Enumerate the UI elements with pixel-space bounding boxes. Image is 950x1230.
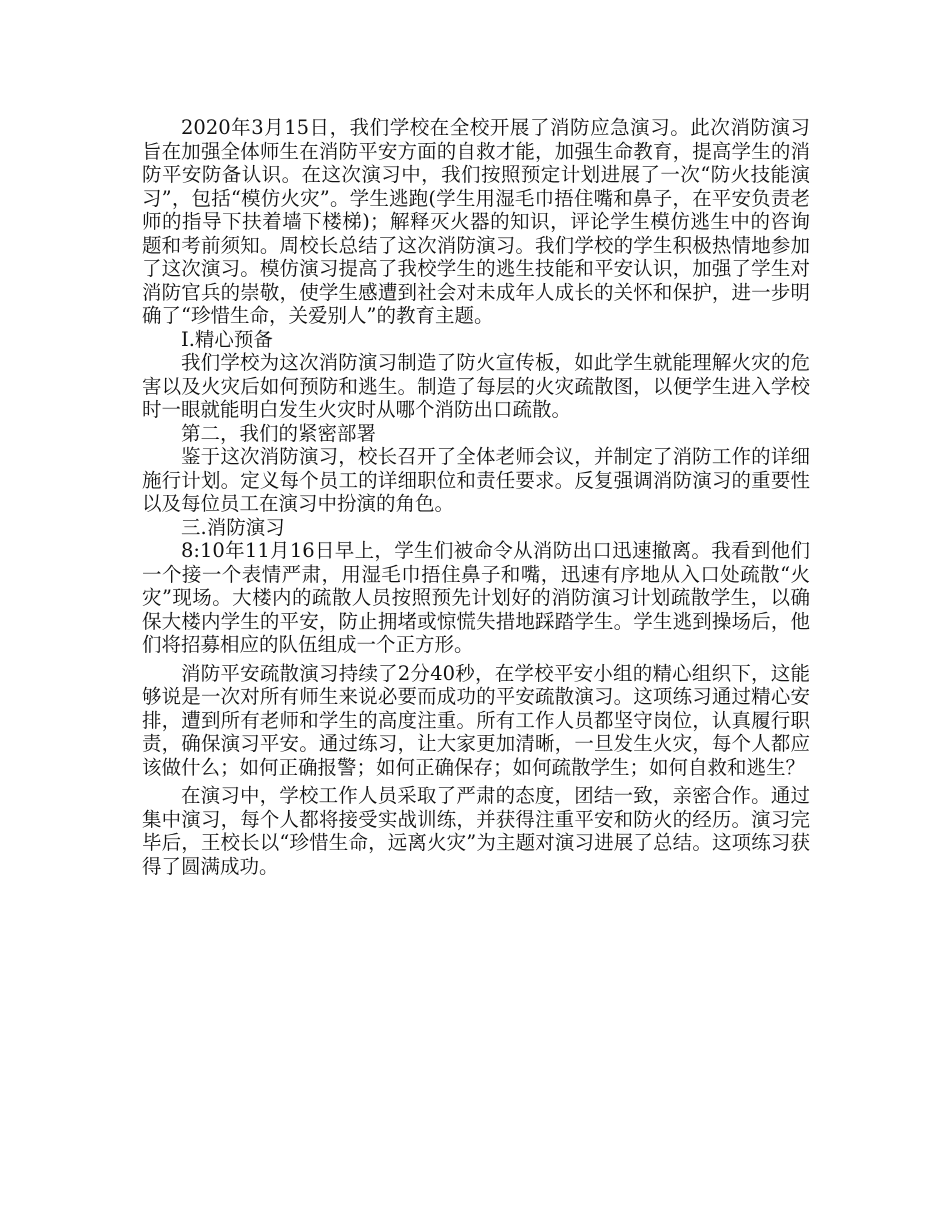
document-body bbox=[142, 116, 810, 878]
paragraph-drill-summary: 在演习中，学校工作人员采取了严肃的态度，团结一致，亲密合作。通过集中演习，每个人都将接受实战训练，并获得注重平安和防火的经历。演习完毕后，王校长以“珍惜生命，远离火灾”为主题对演习进展了总结。这项练习获得了圆满成功。 bbox=[142, 784, 810, 878]
paragraph-deployment: 鉴于这次消防演习，校长召开了全体老师会议，并制定了消防工作的详细施行计划。定义每个员工的详细职位和责任要求。反复强调消防演习的重要性以及每位员工在演习中扮演的角色。 bbox=[142, 445, 810, 515]
paragraph-preparation: 我们学校为这次消防演习制造了防火宣传板，如此学生就能理解火灾的危害以及火灾后如何预防和逃生。制造了每层的火灾疏散图，以便学生进入学校时一眼就能明白发生火灾时从哪个消防出口疏散。 bbox=[142, 351, 810, 421]
heading-preparation: I.精心预备 bbox=[181, 327, 273, 351]
paragraph-drill-duration: 消防平安疏散演习持续了2分40秒，在学校平安小组的精心组织下，这能够说是一次对所有师生来说必要而成功的平安疏散演习。这项练习通过精心安排，遭到所有老师和学生的高度注重。所有工作人员都坚守岗位，认真履行职责，确保演习平安。通过练习，让大家更加清晰，一旦发生火灾，每个人都应该做什么；如何正确报警；如何正确保存；如何疏散学生；如何自救和逃生？ bbox=[142, 661, 810, 779]
heading-drill: 三.消防演习 bbox=[181, 515, 285, 539]
paragraph-drill-evacuation: 8:10年11月16日早上，学生们被命令从消防出口迅速撤离。我看到他们一个接一个表情严肃，用湿毛巾捂住鼻子和嘴，迅速有序地从入口处疏散“火灾”现场。大楼内的疏散人员按照预先计划好的消防演习计划疏散学生，以确保大楼内学生的平安，防止拥堵或惊慌失措地踩踏学生。学生逃到操场后，他们将招募相应的队伍组成一个正方形。 bbox=[142, 539, 810, 656]
heading-deployment: 第二，我们的紧密部署 bbox=[181, 421, 377, 445]
paragraph-intro: 2020年3月15日，我们学校在全校开展了消防应急演习。此次消防演习旨在加强全体师生在消防平安方面的自救才能，加强生命教育，提高学生的消防平安防备认识。在这次演习中，我们按照预定计划进展了一次“防火技能演习”，包括“模仿火灾”。学生逃跑(学生用湿毛巾捂住嘴和鼻子，在平安负责老师的指导下扶着墙下楼梯)；解释灭火器的知识，评论学生模仿逃生中的咨询题和考前须知。周校长总结了这次消防演习。我们学校的学生积极热情地参加了这次演习。模仿演习提高了我校学生的逃生技能和平安认识，加强了学生对消防官兵的崇敬，使学生感遭到社会对未成年人成长的关怀和保护，进一步明确了“珍惜生命，关爱别人”的教育主题。 bbox=[142, 116, 810, 327]
